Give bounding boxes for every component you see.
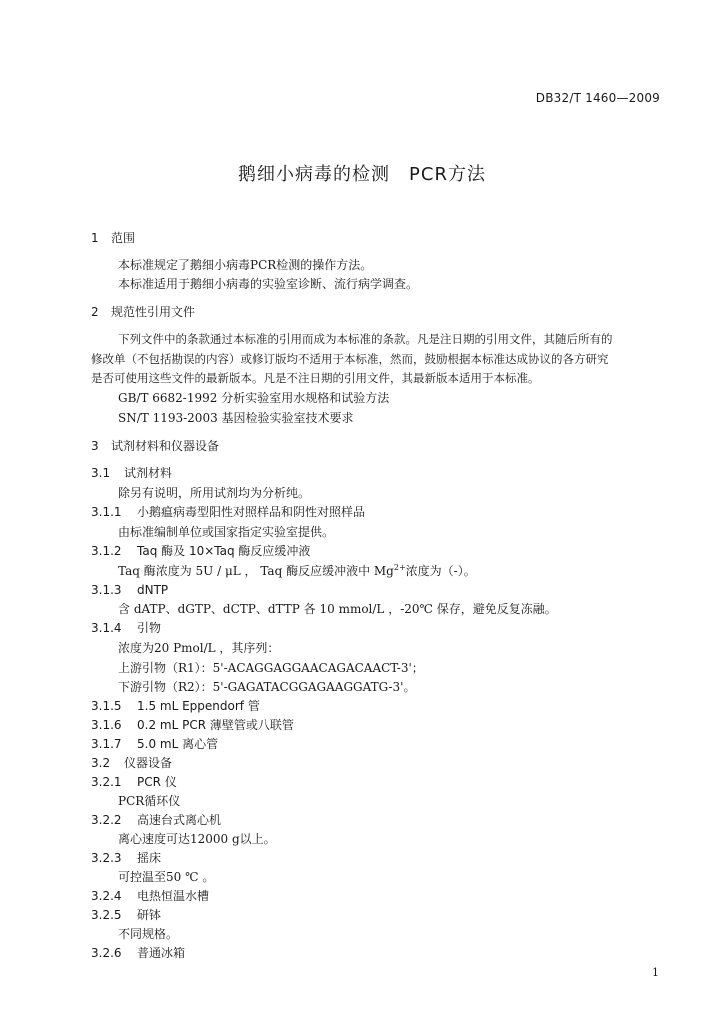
superscript: 2+: [393, 563, 406, 572]
body-line: 本标准适用于鹅细小病毒的实验室诊断、流行病学调查。: [118, 277, 419, 291]
section-number: 1: [91, 231, 99, 245]
body-line: PCR循环仪: [118, 794, 181, 808]
clause-heading: 试剂材料: [124, 466, 173, 480]
section-number: 3: [91, 439, 99, 453]
section-heading: 试剂材料和仪器设备: [111, 439, 220, 453]
body-line: 含 dATP、dGTP、dCTP、dTTP 各 10 mmol/L ，-20℃ 保存，避免反复冻融。: [118, 602, 557, 616]
clause-heading: 研钵: [137, 908, 162, 922]
primer-line: 下游引物（R2）：5'-GAGATACGGAGAAGGATG-3'。: [118, 680, 416, 694]
clause-number: 3.2: [91, 756, 111, 770]
clause-number: 3.2.1: [91, 775, 122, 789]
clause-heading: 电热恒温水槽: [137, 889, 210, 903]
clause-number: 3.1.3: [91, 583, 122, 597]
body-line: 由标准编制单位或国家指定实验室提供。: [118, 525, 335, 539]
clause-number: 3.2.5: [91, 908, 122, 922]
body-line: 离心速度可达12000 g以上。: [118, 832, 276, 846]
standard-code: DB32/T 1460—2009: [535, 91, 660, 105]
taq-text-end: 浓度为（-）。: [405, 564, 476, 578]
clause-number: 3.1.6: [91, 718, 122, 732]
clause-heading: 小鹅瘟病毒型阳性对照样品和阴性对照样品: [137, 505, 366, 519]
reference-line: GB/T 6682-1992 分析实验室用水规格和试验方法: [118, 391, 390, 405]
clause-heading: 1.5 mL Eppendorf 管: [137, 699, 260, 713]
section-heading: 规范性引用文件: [111, 305, 196, 319]
clause-number: 3.1.5: [91, 699, 122, 713]
clause-number: 3.2.2: [91, 813, 122, 827]
document-title: 鹅细小病毒的检测 PCR方法: [238, 164, 486, 185]
clause-number: 3.2.4: [91, 889, 122, 903]
clause-number: 3.1.2: [91, 544, 122, 558]
body-line: 可控温至50 ℃ 。: [118, 870, 215, 884]
body-line: 本标准规定了鹅细小病毒PCR检测的操作方法。: [118, 258, 373, 272]
body-line: 下列文件中的条款通过本标准的引用而成为本标准的条款。凡是注日期的引用文件，其随后所有的: [118, 332, 613, 346]
clause-heading: 0.2 mL PCR 薄壁管或八联管: [137, 718, 294, 732]
clause-number: 3.2.6: [91, 946, 122, 960]
clause-heading: 仪器设备: [124, 756, 173, 770]
clause-heading: 摇床: [137, 851, 162, 865]
section-heading: 范围: [111, 231, 136, 245]
section-number: 2: [91, 305, 99, 319]
clause-number: 3.2.3: [91, 851, 122, 865]
page-number: 1: [652, 966, 659, 979]
body-line: 不同规格。: [118, 927, 179, 941]
body-line: 除另有说明，所用试剂均为分析纯。: [118, 486, 311, 500]
clause-heading: PCR 仪: [137, 775, 177, 789]
taq-text: Taq 酶浓度为 5U / μL ， Taq 酶反应缓冲液中 Mg: [118, 564, 394, 578]
clause-heading: Taq 酶及 10×Taq 酶反应缓冲液: [137, 544, 311, 558]
body-line: 是否可使用这些文件的最新版本。凡是不注日期的引用文件，其最新版本适用于本标准。: [91, 371, 540, 385]
reference-line: SN/T 1193-2003 基因检验实验室技术要求: [118, 411, 354, 425]
clause-number: 3.1.4: [91, 621, 122, 635]
clause-heading: 引物: [137, 621, 162, 635]
clause-heading: dNTP: [137, 583, 169, 597]
clause-heading: 高速台式离心机: [137, 813, 222, 827]
clause-number: 3.1.7: [91, 737, 122, 751]
body-line: [118, 563, 476, 579]
primer-line: 上游引物（R1）：5'-ACAGGAGGAACAGACAACT-3'；: [118, 661, 424, 675]
clause-number: 3.1: [91, 466, 111, 480]
body-line: 浓度为20 Pmol/L ，其序列：: [118, 641, 280, 655]
clause-heading: 普通冰箱: [137, 946, 186, 960]
body-line: 修改单（不包括勘误的内容）或修订版均不适用于本标准，然而，鼓励根据本标准达成协议的各方研究: [91, 352, 609, 366]
clause-number: 3.1.1: [91, 505, 122, 519]
clause-heading: 5.0 mL 离心管: [137, 737, 219, 751]
